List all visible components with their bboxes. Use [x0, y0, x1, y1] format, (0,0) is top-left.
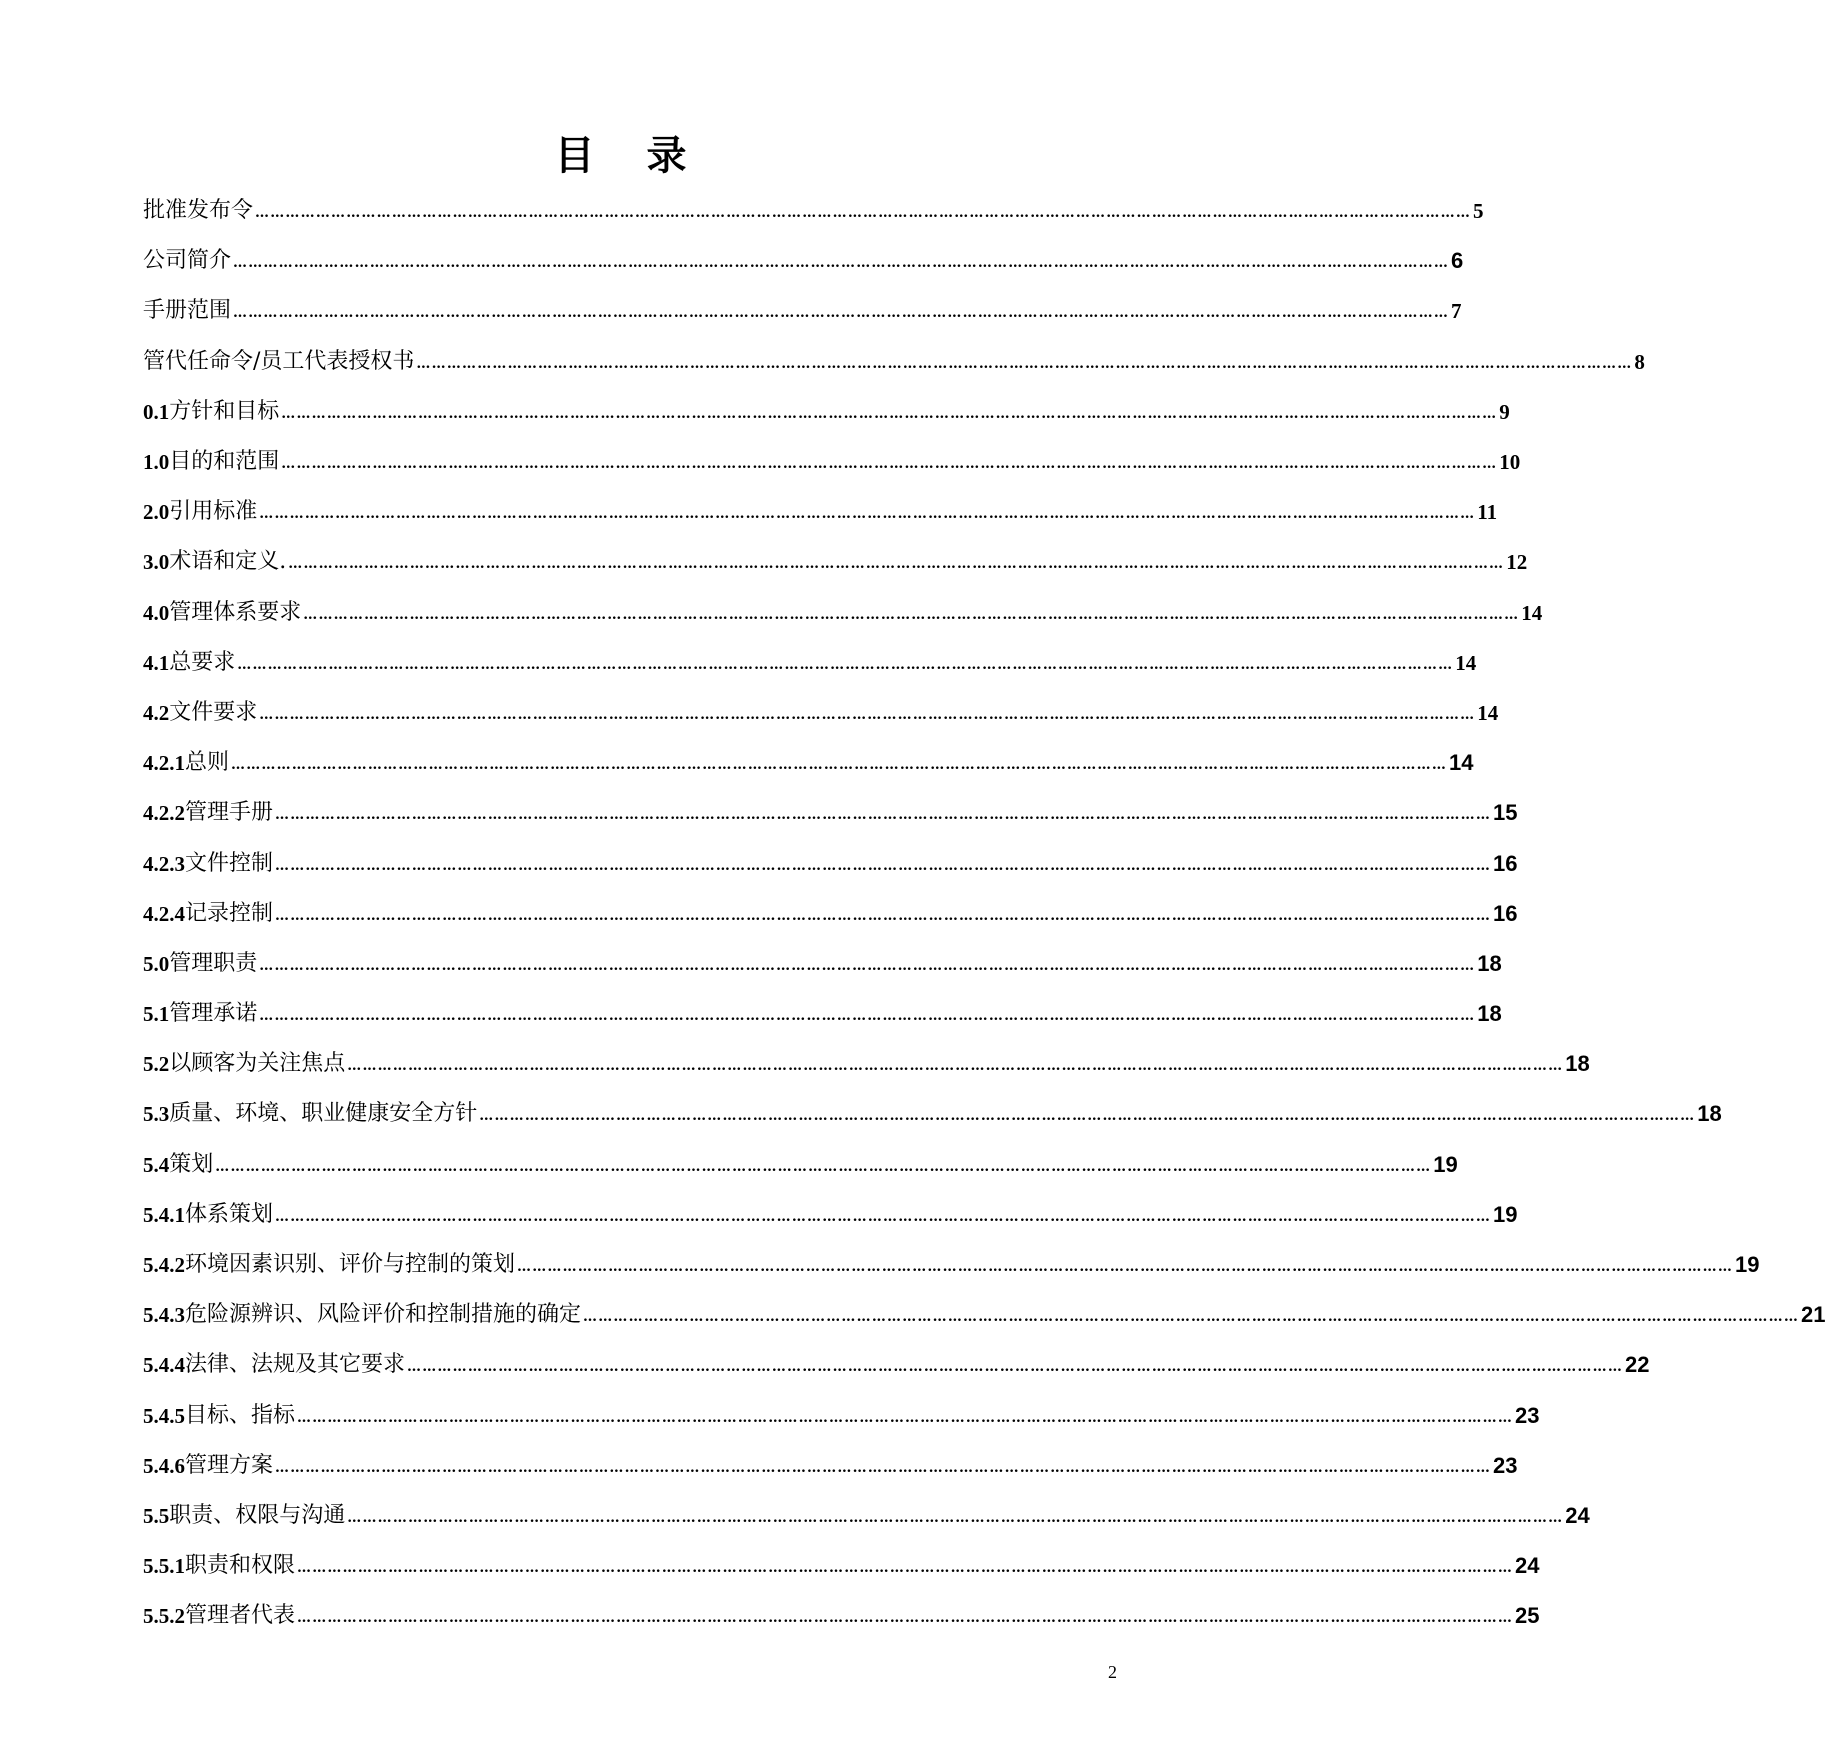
- toc-entry-number: 4.0: [143, 600, 170, 625]
- toc-entry-page: 19: [1433, 1151, 1458, 1177]
- toc-entry-number: 5.5.2: [143, 1604, 185, 1629]
- toc-entry[interactable]: [143, 537, 1528, 587]
- toc-entry-page: 18: [1565, 1051, 1590, 1077]
- toc-entry-label: 管理手册: [185, 800, 274, 826]
- toc-entry-page: 18: [1477, 1001, 1502, 1027]
- toc-entry[interactable]: [143, 989, 1502, 1039]
- toc-dot-leader: ……………………………………………………………………………………………………………………………………………………………………………………………………………………: [259, 706, 1476, 723]
- toc-entry[interactable]: [143, 1140, 1458, 1190]
- toc-dot-leader: ……………………………………………………………………………………………………………………………………………………………………………………………………………………: [275, 807, 1492, 824]
- toc-entry[interactable]: [143, 337, 1645, 387]
- toc-dot-leader: ……………………………………………………………………………………………………………………………………………………………………………………………………………………: [416, 355, 1633, 372]
- toc-entry-number: 5.4.3: [143, 1303, 185, 1328]
- toc-entry[interactable]: [143, 838, 1518, 888]
- toc-list: [143, 186, 1826, 1641]
- toc-entry[interactable]: [143, 1190, 1518, 1240]
- toc-entry-label: 方针和目标: [169, 398, 280, 424]
- toc-dot-leader: ……………………………………………………………………………………………………………………………………………………………………………………………………………………: [407, 1359, 1624, 1376]
- toc-entry[interactable]: [143, 1541, 1540, 1591]
- toc-entry-label: 体系策划: [185, 1201, 274, 1227]
- toc-entry-label: 术语和定义.: [169, 549, 287, 575]
- toc-entry[interactable]: [143, 236, 1464, 286]
- toc-entry-label: 管理方案: [185, 1452, 274, 1478]
- toc-entry[interactable]: [143, 286, 1462, 336]
- toc-entry-number: 1.0: [143, 450, 170, 475]
- toc-dot-leader: ……………………………………………………………………………………………………………………………………………………………………………………………………………………: [297, 1610, 1514, 1627]
- toc-dot-leader: ……………………………………………………………………………………………………………………………………………………………………………………………………………………: [233, 305, 1450, 322]
- toc-entry-label: 环境因素识别、评价与控制的策划: [185, 1252, 516, 1278]
- toc-entry-number: 4.2.1: [143, 751, 185, 776]
- toc-entry-page: 14: [1455, 650, 1477, 675]
- toc-entry-page: 18: [1477, 950, 1502, 976]
- toc-entry[interactable]: [143, 1340, 1650, 1390]
- toc-entry[interactable]: [143, 487, 1498, 537]
- toc-dot-leader: ……………………………………………………………………………………………………………………………………………………………………………………………………………………: [275, 1208, 1492, 1225]
- toc-entry-label: 引用标准: [169, 499, 258, 525]
- toc-dot-leader: ……………………………………………………………………………………………………………………………………………………………………………………………………………………: [347, 1058, 1564, 1075]
- toc-dot-leader: ……………………………………………………………………………………………………………………………………………………………………………………………………………………: [347, 1509, 1564, 1526]
- toc-entry-page: 16: [1493, 850, 1518, 876]
- toc-entry-page: 14: [1521, 600, 1543, 625]
- toc-entry-page: 12: [1506, 550, 1528, 575]
- toc-entry-page: 23: [1493, 1452, 1518, 1478]
- toc-dot-leader: ……………………………………………………………………………………………………………………………………………………………………………………………………………………: [281, 456, 1498, 473]
- toc-entry-label: 文件要求: [169, 699, 258, 725]
- toc-entry[interactable]: [143, 1290, 1826, 1340]
- toc-entry[interactable]: [143, 688, 1499, 738]
- toc-entry[interactable]: [143, 437, 1521, 487]
- toc-entry-page: 11: [1477, 500, 1498, 525]
- toc-entry-label: 文件控制: [185, 850, 274, 876]
- toc-entry[interactable]: [143, 588, 1543, 638]
- toc-entry-label: 公司简介: [143, 248, 232, 274]
- toc-entry[interactable]: [143, 889, 1518, 939]
- toc-entry-page: 24: [1515, 1553, 1540, 1579]
- toc-dot-leader: ……………………………………………………………………………………………………………………………………………………………………………………………………………………: [259, 506, 1476, 523]
- toc-entry-label: 总则: [185, 750, 230, 776]
- toc-entry-number: 4.2.4: [143, 901, 185, 926]
- toc-title-part-1: 目: [554, 132, 595, 179]
- toc-entry-page: 14: [1477, 700, 1499, 725]
- toc-entry-number: 2.0: [143, 500, 170, 525]
- toc-dot-leader: ……………………………………………………………………………………………………………………………………………………………………………………………………………………: [275, 1459, 1492, 1476]
- toc-dot-leader: ……………………………………………………………………………………………………………………………………………………………………………………………………………………: [517, 1259, 1734, 1276]
- toc-entry[interactable]: [143, 387, 1510, 437]
- toc-entry-number: 5.4.4: [143, 1353, 185, 1378]
- toc-dot-leader: ……………………………………………………………………………………………………………………………………………………………………………………………………………………: [281, 405, 1498, 422]
- toc-entry-page: 14: [1449, 750, 1474, 776]
- toc-entry-number: 5.5: [143, 1503, 170, 1528]
- toc-entry-label: 管理职责: [169, 950, 258, 976]
- toc-dot-leader: ……………………………………………………………………………………………………………………………………………………………………………………………………………………: [303, 606, 1520, 623]
- toc-dot-leader: ……………………………………………………………………………………………………………………………………………………………………………………………………………………: [297, 1409, 1514, 1426]
- toc-entry-label: 批准发布令: [143, 198, 254, 224]
- toc-dot-leader: ……………………………………………………………………………………………………………………………………………………………………………………………………………………: [479, 1108, 1696, 1125]
- toc-dot-leader: ……………………………………………………………………………………………………………………………………………………………………………………………………………………: [231, 757, 1448, 774]
- toc-dot-leader: ……………………………………………………………………………………………………………………………………………………………………………………………………………………: [233, 255, 1450, 272]
- toc-entry-page: 5: [1473, 199, 1484, 224]
- toc-entry-label: 职责和权限: [185, 1553, 296, 1579]
- toc-entry[interactable]: [143, 1591, 1540, 1641]
- toc-title: [0, 128, 1241, 184]
- toc-entry[interactable]: [143, 638, 1477, 688]
- toc-entry-page: 18: [1697, 1101, 1722, 1127]
- toc-dot-leader: ……………………………………………………………………………………………………………………………………………………………………………………………………………………: [275, 857, 1492, 874]
- toc-entry-page: 8: [1634, 349, 1645, 374]
- toc-entry-number: 5.0: [143, 951, 170, 976]
- toc-entry[interactable]: [143, 1089, 1722, 1139]
- toc-entry-number: 5.3: [143, 1102, 170, 1127]
- toc-entry-page: 24: [1565, 1502, 1590, 1528]
- toc-entry[interactable]: [143, 1441, 1518, 1491]
- toc-dot-leader: ……………………………………………………………………………………………………………………………………………………………………………………………………………………: [275, 907, 1492, 924]
- toc-entry-label: 管理者代表: [185, 1603, 296, 1629]
- toc-entry-page: 19: [1735, 1252, 1760, 1278]
- toc-entry-page: 9: [1499, 399, 1510, 424]
- toc-entry-label: 总要求: [169, 649, 236, 675]
- toc-entry-number: 4.2.3: [143, 851, 185, 876]
- toc-entry[interactable]: [143, 1391, 1540, 1441]
- toc-entry[interactable]: [143, 939, 1502, 989]
- toc-entry-number: 5.5.1: [143, 1554, 185, 1579]
- toc-entry-page: 21: [1801, 1302, 1826, 1328]
- toc-entry-label: 危险源辨识、风险评价和控制措施的确定: [185, 1302, 582, 1328]
- toc-entry-label: 记录控制: [185, 900, 274, 926]
- toc-entry-page: 19: [1493, 1201, 1518, 1227]
- toc-entry-number: 4.2: [143, 700, 170, 725]
- toc-entry-label: 管代任命令/员工代表授权书: [143, 348, 415, 374]
- toc-entry-number: 5.4.1: [143, 1202, 185, 1227]
- toc-entry-page: 15: [1493, 800, 1518, 826]
- toc-entry-page: 22: [1625, 1352, 1650, 1378]
- toc-entry-number: 3.0: [143, 550, 170, 575]
- toc-dot-leader: ……………………………………………………………………………………………………………………………………………………………………………………………………………………: [215, 1158, 1432, 1175]
- toc-entry-label: 质量、环境、职业健康安全方针: [169, 1101, 478, 1127]
- toc-dot-leader: ……………………………………………………………………………………………………………………………………………………………………………………………………………………: [288, 556, 1505, 573]
- toc-entry-label: 管理体系要求: [169, 599, 302, 625]
- toc-entry-label: 法律、法规及其它要求: [185, 1352, 406, 1378]
- toc-entry-label: 目的和范围: [169, 449, 280, 475]
- toc-entry-number: 4.1: [143, 650, 170, 675]
- toc-dot-leader: ……………………………………………………………………………………………………………………………………………………………………………………………………………………: [583, 1309, 1800, 1326]
- toc-title-part-2: 录: [646, 132, 687, 179]
- toc-dot-leader: ……………………………………………………………………………………………………………………………………………………………………………………………………………………: [297, 1560, 1514, 1577]
- toc-entry-number: 5.1: [143, 1002, 170, 1027]
- toc-entry-number: 5.4.6: [143, 1453, 185, 1478]
- toc-entry-label: 职责、权限与沟通: [169, 1502, 346, 1528]
- toc-entry[interactable]: [143, 788, 1518, 838]
- toc-entry-page: 10: [1499, 450, 1521, 475]
- toc-entry-label: 手册范围: [143, 298, 232, 324]
- toc-entry[interactable]: [143, 186, 1484, 236]
- toc-entry-number: 5.4.2: [143, 1253, 185, 1278]
- toc-entry-label: 目标、指标: [185, 1402, 296, 1428]
- page-number: 2: [1108, 1662, 1117, 1682]
- toc-dot-leader: ……………………………………………………………………………………………………………………………………………………………………………………………………………………: [259, 1008, 1476, 1025]
- toc-dot-leader: ……………………………………………………………………………………………………………………………………………………………………………………………………………………: [237, 656, 1454, 673]
- toc-entry-number: 5.4.5: [143, 1403, 185, 1428]
- toc-entry-number: 4.2.2: [143, 801, 185, 826]
- toc-entry-label: 以顾客为关注焦点: [169, 1051, 346, 1077]
- toc-dot-leader: ……………………………………………………………………………………………………………………………………………………………………………………………………………………: [259, 957, 1476, 974]
- toc-dot-leader: ……………………………………………………………………………………………………………………………………………………………………………………………………………………: [255, 205, 1472, 222]
- toc-entry-label: 管理承诺: [169, 1001, 258, 1027]
- toc-entry[interactable]: [143, 1491, 1590, 1541]
- toc-entry-label: 策划: [169, 1151, 214, 1177]
- toc-entry-page: 16: [1493, 900, 1518, 926]
- toc-entry-number: 0.1: [143, 399, 170, 424]
- toc-entry[interactable]: [143, 1240, 1760, 1290]
- toc-entry-number: 5.2: [143, 1052, 170, 1077]
- toc-entry-page: 25: [1515, 1603, 1540, 1629]
- toc-entry[interactable]: [143, 738, 1474, 788]
- toc-entry-page: 7: [1451, 299, 1462, 324]
- toc-entry-number: 5.4: [143, 1152, 170, 1177]
- toc-entry[interactable]: [143, 1039, 1590, 1089]
- toc-entry-page: 6: [1451, 248, 1464, 274]
- toc-entry-page: 23: [1515, 1402, 1540, 1428]
